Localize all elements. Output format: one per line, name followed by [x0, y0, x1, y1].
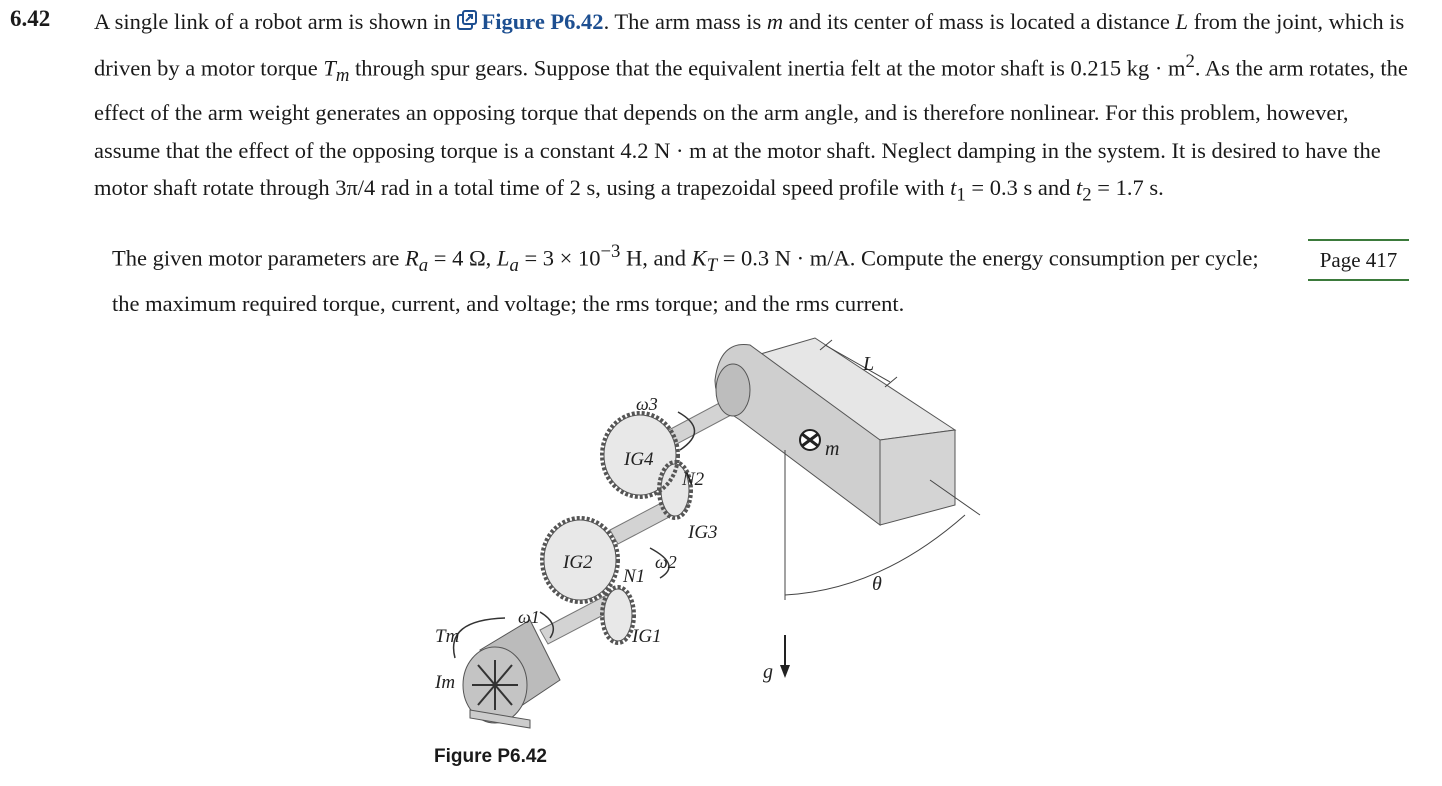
page-marker: Page 417: [1308, 239, 1409, 281]
motor-parameters-paragraph: The given motor parameters are $R_a = 4$ Ω, $L_a = 3 \times 10^{-3}$ H, and $K_T = 0.3$ N · m/A. Compute the energy consumption per cycle; the maximum required torque, current, and voltage; the rms torque; and the rms current.: [112, 241, 1259, 316]
IG3-label: IG3: [688, 522, 718, 543]
robot-arm-figure: [420, 320, 1020, 745]
gravity-label: g: [763, 661, 773, 683]
IG1-label: IG1: [632, 626, 662, 647]
omega2-label: ω2: [655, 552, 677, 572]
mass-label: m: [825, 438, 840, 460]
N1-label: N1: [623, 566, 646, 587]
Im-label: Im: [435, 672, 456, 693]
length-label: L: [863, 353, 875, 375]
Tm-label: Tm: [435, 626, 460, 647]
omega1-label: ω1: [518, 607, 540, 627]
figure-caption: Figure P6.42: [434, 746, 547, 767]
omega3-label: ω3: [636, 394, 658, 414]
problem-statement: A single link of a robot arm is shown in Figure P6.42. The arm mass is m and its center of mass is located a distance L from the joint, which is driven by a motor torque $T_m$ through spur gears. Suppose that the equivalent inertia felt at the motor shaft is 0.215 kg · $m^2$. As the arm rotates, the effect of the arm weight generates an opposing torque that depends on the arm angle, and is therefore nonlinear. For this problem, however, assume that the effect of the opposing torque is a constant 4.2 N · m at the motor shaft. Neglect damping in the system. It is desired to have the motor shaft rotate through 3π/4 rad in a total time of 2 s, using a trapezoidal speed profile with $t_1 = 0.3$ s and $t_2 = 1.7$ s.: [94, 3, 1414, 214]
external-link-icon[interactable]: [456, 6, 478, 43]
figure-link[interactable]: Figure P6.42: [481, 9, 604, 34]
IG4-label: IG4: [624, 449, 654, 470]
N2-label: N2: [682, 469, 705, 490]
problem-number: 6.42: [10, 6, 51, 31]
IG2-label: IG2: [563, 552, 593, 573]
theta-label: θ: [872, 573, 882, 595]
